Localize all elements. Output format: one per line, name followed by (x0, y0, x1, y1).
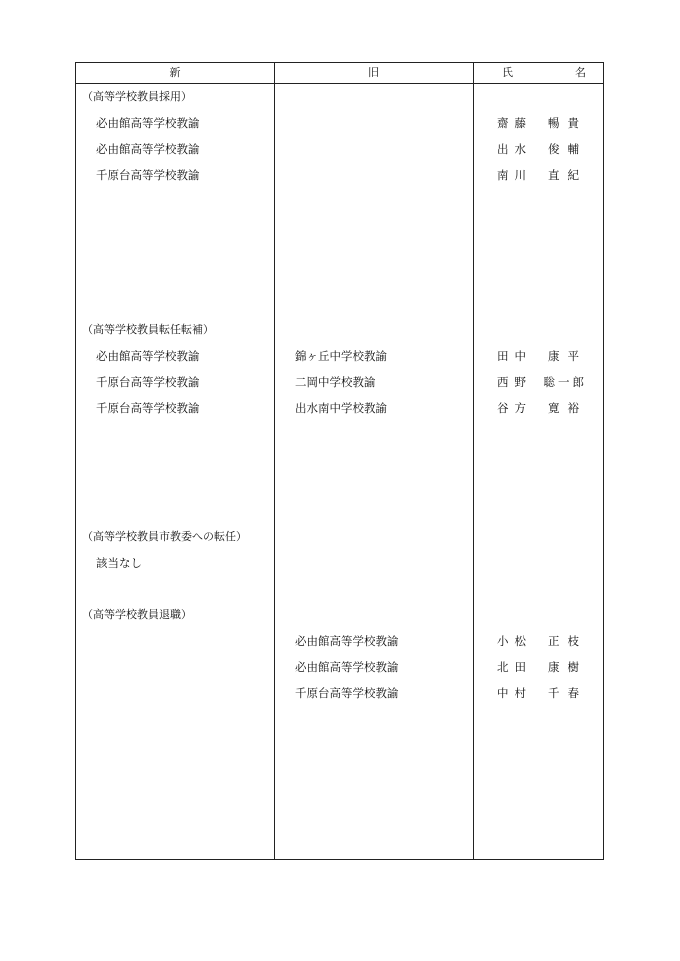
old-position: 二岡中学校教諭 (295, 375, 376, 389)
old-position: 必由館高等学校教諭 (295, 634, 399, 648)
column-divider-old-name (473, 63, 474, 859)
none-applicable-note: 該当なし (96, 556, 142, 570)
new-position: 必由館高等学校教諭 (96, 142, 200, 156)
header-new: 新 (169, 66, 181, 79)
first-name: 康樹 (548, 660, 587, 674)
personnel-table (75, 62, 604, 860)
old-position: 錦ヶ丘中学校教諭 (295, 349, 387, 363)
new-position: 必由館高等学校教諭 (96, 116, 200, 130)
first-name: 康平 (548, 349, 587, 363)
first-name: 正枝 (548, 634, 587, 648)
last-name: 中村 (497, 686, 532, 700)
last-name: 南川 (497, 168, 532, 182)
old-position: 必由館高等学校教諭 (295, 660, 399, 674)
first-name: 直紀 (548, 168, 587, 182)
column-divider-new-old (274, 63, 275, 859)
section-title: （高等学校教員転任転補） (82, 323, 214, 336)
first-name: 聡一郎 (543, 375, 587, 389)
section-title: （高等学校教員市教委への転任） (82, 530, 247, 543)
header-divider (76, 83, 603, 84)
section-title: （高等学校教員退職） (82, 608, 192, 621)
first-name: 寛裕 (548, 401, 587, 415)
last-name: 北田 (497, 660, 532, 674)
last-name: 出水 (497, 142, 532, 156)
last-name: 谷方 (497, 401, 532, 415)
first-name: 俊輔 (548, 142, 587, 156)
last-name: 西野 (497, 375, 532, 389)
new-position: 必由館高等学校教諭 (96, 349, 200, 363)
old-position: 出水南中学校教諭 (295, 401, 387, 415)
last-name: 田中 (497, 349, 532, 363)
new-position: 千原台高等学校教諭 (96, 375, 200, 389)
old-position: 千原台高等学校教諭 (295, 686, 399, 700)
header-name-1: 氏 (502, 66, 513, 79)
last-name: 小松 (497, 634, 532, 648)
last-name: 齋藤 (497, 116, 532, 130)
section-title: （高等学校教員採用） (82, 90, 192, 103)
header-name-2: 名 (575, 66, 586, 79)
new-position: 千原台高等学校教諭 (96, 168, 200, 182)
new-position: 千原台高等学校教諭 (96, 401, 200, 415)
first-name: 千春 (548, 686, 587, 700)
header-old: 旧 (368, 66, 379, 79)
first-name: 暢貴 (548, 116, 587, 130)
